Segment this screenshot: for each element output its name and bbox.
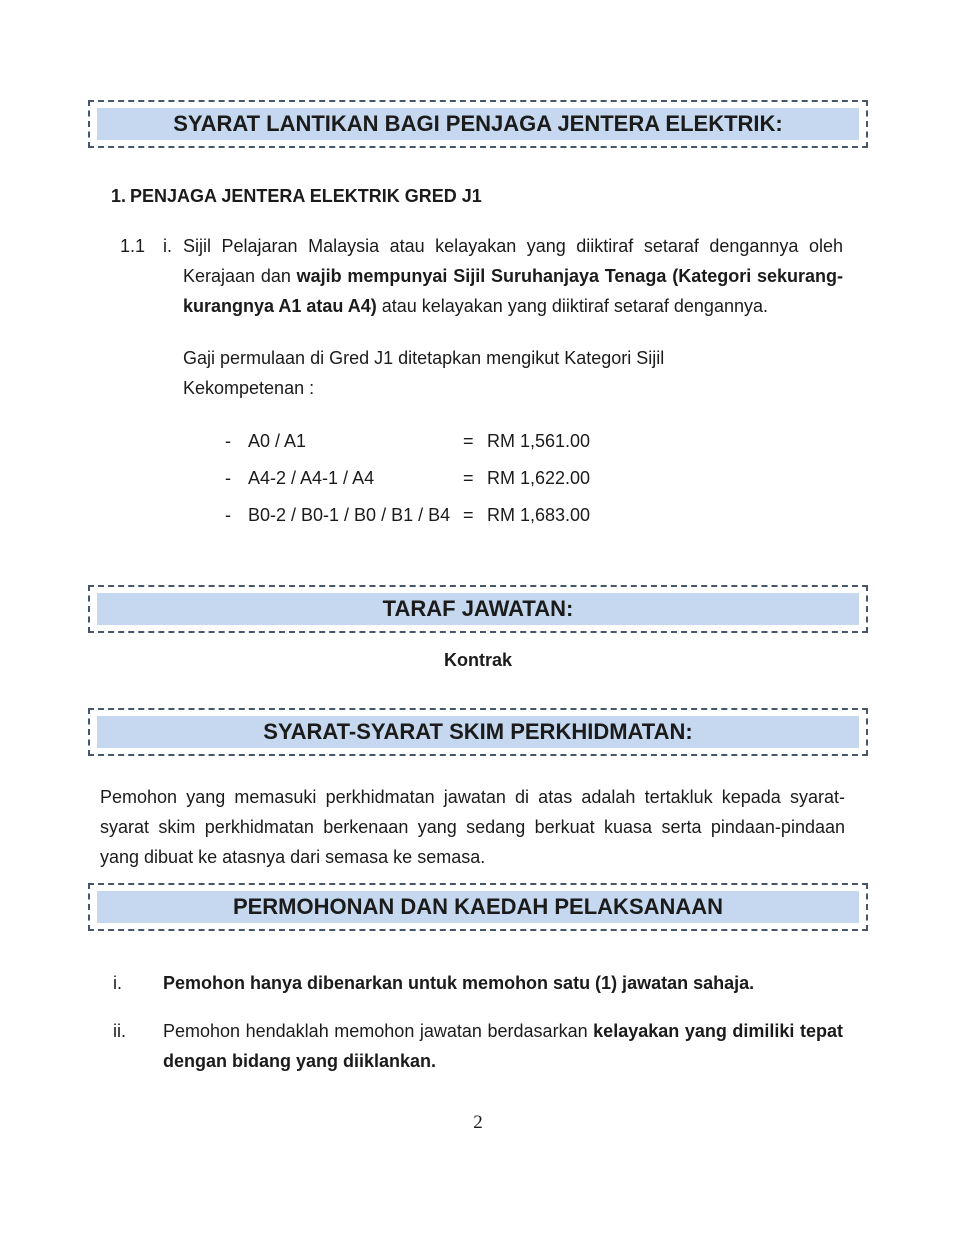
permohonan-item-ii-roman: ii. xyxy=(113,1021,126,1041)
salary-row-equals: = xyxy=(463,468,474,488)
salary-row-amount: RM 1,561.00 xyxy=(487,431,591,451)
section-1-number: 1. xyxy=(111,186,127,206)
permohonan-item-ii-text xyxy=(163,1016,843,1076)
salary-row-amount: RM 1,622.00 xyxy=(487,468,591,488)
salary-row xyxy=(225,500,960,530)
salary-intro xyxy=(183,343,960,403)
permohonan-item-ii xyxy=(113,1016,960,1076)
taraf-jawatan-value: Kontrak xyxy=(443,650,512,670)
section-1-title: PENJAGA JENTERA ELEKTRIK GRED J1 xyxy=(130,186,482,206)
permohonan-item-i-text xyxy=(163,968,843,998)
salary-row-bullet: - xyxy=(225,468,231,488)
clause-1-1-number: 1.1 xyxy=(120,236,146,256)
salary-table xyxy=(225,426,960,530)
clause-1-1-text xyxy=(183,231,843,321)
permohonan-item-ii-normal: Pemohon hendaklah memohon jawatan berdasarkan xyxy=(163,1021,594,1041)
clause-1-1-text-bold: wajib mempunyai Sijil Suruhanjaya Tenaga (Kategori sekurang-kurangnya A1 atau A4) xyxy=(183,266,843,316)
salary-intro-line-2: Kekompetenan : xyxy=(183,378,315,398)
salary-row-amount: RM 1,683.00 xyxy=(487,505,591,525)
permohonan-item-ii-bold: kelayakan yang dimiliki tepat dengan bidang yang diiklankan. xyxy=(163,1021,844,1071)
clause-1-1-text-after: atau kelayakan yang diiktiraf setaraf dengannya. xyxy=(376,296,768,316)
salary-row-bullet: - xyxy=(225,431,231,451)
salary-row-category: A0 / A1 xyxy=(248,431,307,451)
banner-permohonan-title: PERMOHONAN DAN KAEDAH PELAKSANAAN xyxy=(97,891,859,923)
permohonan-item-i-roman: i. xyxy=(113,973,122,993)
banner-skim-perkhidmatan-title: SYARAT-SYARAT SKIM PERKHIDMATAN: xyxy=(97,716,859,748)
clause-1-1-roman: i. xyxy=(163,236,172,256)
salary-row xyxy=(225,463,960,493)
salary-row-equals: = xyxy=(463,505,474,525)
section-1-heading xyxy=(111,185,960,207)
permohonan-item-i xyxy=(113,968,960,998)
salary-row-category: B0-2 / B0-1 / B0 / B1 / B4 xyxy=(248,505,451,525)
page-number: 2 xyxy=(473,1112,483,1133)
permohonan-item-i-bold: Pemohon hanya dibenarkan untuk memohon satu (1) jawatan sahaja. xyxy=(163,973,755,993)
salary-intro-line-1: Gaji permulaan di Gred J1 ditetapkan mengikut Kategori Sijil xyxy=(183,348,665,368)
salary-row xyxy=(225,426,960,456)
salary-row-bullet: - xyxy=(225,505,231,525)
banner-taraf-jawatan-title: TARAF JAWATAN: xyxy=(97,593,859,625)
salary-row-category: A4-2 / A4-1 / A4 xyxy=(248,468,375,488)
banner-taraf-jawatan xyxy=(88,585,868,633)
banner-permohonan xyxy=(88,883,868,931)
banner-syarat-lantikan xyxy=(88,100,868,148)
salary-row-equals: = xyxy=(463,431,474,451)
banner-syarat-lantikan-title: SYARAT LANTIKAN BAGI PENJAGA JENTERA ELEKTRIK: xyxy=(97,108,859,140)
clause-1-1 xyxy=(120,231,960,321)
clause-1-1-text-before: Sijil Pelajaran Malaysia atau kelayakan yang diiktiraf setaraf dengannya oleh Kerajaan dan xyxy=(183,236,843,286)
skim-perkhidmatan-paragraph: Pemohon yang memasuki perkhidmatan jawatan di atas adalah tertakluk kepada syarat-syarat skim perkhidmatan berkenaan yang sedang berkuat kuasa serta pindaan-pindaan yang dibuat ke atasnya dari semasa ke semasa. xyxy=(100,787,845,867)
banner-skim-perkhidmatan xyxy=(88,708,868,756)
